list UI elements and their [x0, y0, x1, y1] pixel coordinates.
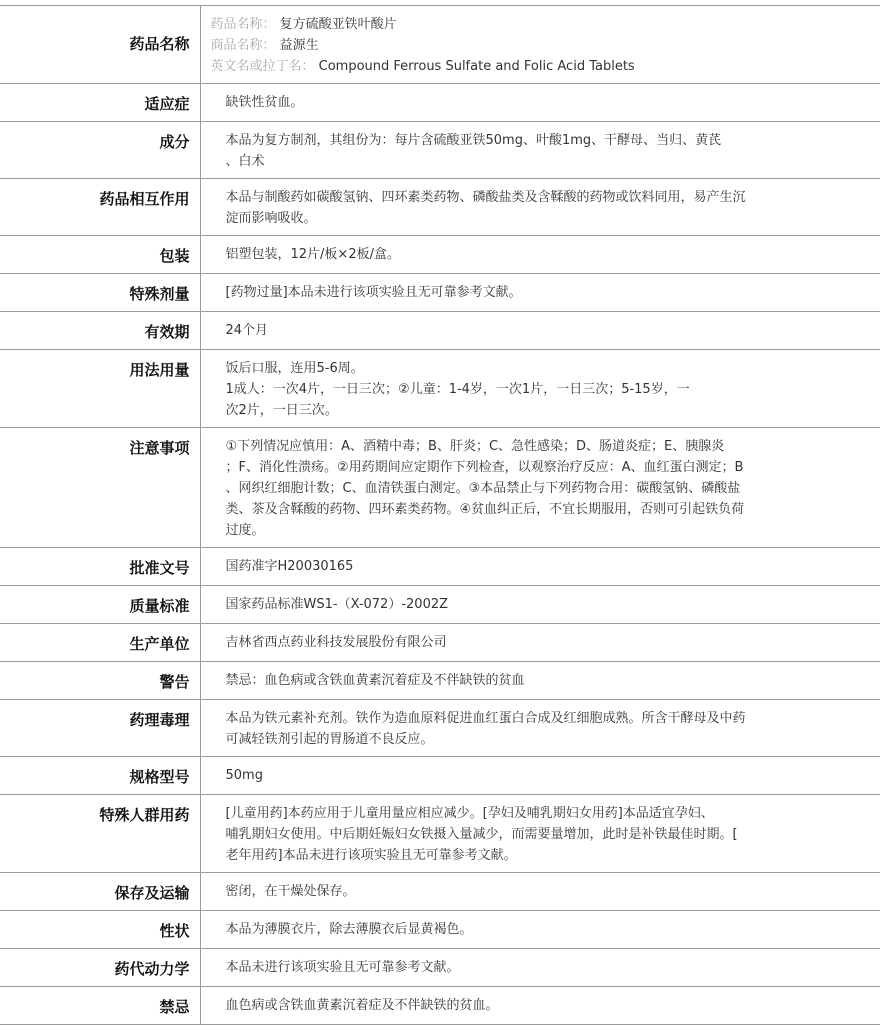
spec-row: [0, 236, 880, 274]
drug-spec-table: [0, 5, 880, 1025]
drug-spec-body: [0, 6, 880, 1025]
spec-label: 保存及运输: [0, 873, 200, 911]
spec-row: [0, 122, 880, 179]
spec-value-line: 吉林省西点药业科技发展股份有限公司: [225, 635, 447, 650]
spec-value-line: 本品为复方制剂，其组份为：每片含硫酸亚铁50mg、叶酸1mg、干酵母、当归、黄芪: [225, 133, 722, 148]
spec-label: 性状: [0, 911, 200, 949]
english-name-line: [211, 56, 861, 77]
spec-value: [200, 700, 880, 757]
spec-row: [0, 911, 880, 949]
spec-row: [0, 662, 880, 700]
spec-label: 注意事项: [0, 428, 200, 548]
spec-value-line: 禁忌：血色病或含铁血黄素沉着症及不伴缺铁的贫血: [225, 673, 525, 688]
spec-value-line: 次2片，一日三次。: [225, 403, 338, 418]
spec-value-line: [药物过量]本品未进行该项实验且无可靠参考文献。: [225, 285, 522, 300]
spec-value-line: 本品为铁元素补充剂。铁作为造血原料促进血红蛋白合成及红细胞成熟。所含干酵母及中药: [225, 711, 746, 726]
spec-value-line: 、白术: [225, 154, 265, 169]
spec-label: 特殊剂量: [0, 274, 200, 312]
spec-value: [200, 757, 880, 795]
spec-label: 包装: [0, 236, 200, 274]
spec-value: [200, 179, 880, 236]
spec-row: [0, 312, 880, 350]
spec-value: [200, 949, 880, 987]
spec-value: [200, 236, 880, 274]
spec-label: 药代动力学: [0, 949, 200, 987]
spec-value-line: 哺乳期妇女使用。中后期妊娠妇女铁摄入量减少，而需要量增加，此时是补铁最佳时期。[: [225, 827, 738, 842]
spec-value-line: 饭后口服，连用5-6周。: [225, 361, 364, 376]
spec-label: 警告: [0, 662, 200, 700]
spec-value: [200, 84, 880, 122]
spec-value-line: ①下列情况应慎用：A、酒精中毒；B、肝炎；C、急性感染；D、肠道炎症；E、胰腺炎: [225, 439, 725, 454]
spec-value-line: 可减轻铁剂引起的胃肠道不良反应。: [225, 732, 434, 747]
generic-name-value: 复方硫酸亚铁叶酸片: [279, 17, 397, 32]
spec-value: [200, 911, 880, 949]
spec-row: [0, 624, 880, 662]
spec-label: 有效期: [0, 312, 200, 350]
spec-row: [0, 700, 880, 757]
spec-value-line: 血色病或含铁血黄素沉着症及不伴缺铁的贫血。: [225, 998, 499, 1013]
spec-label: 批准文号: [0, 548, 200, 586]
spec-row: [0, 548, 880, 586]
generic-name-line: [211, 14, 861, 35]
spec-row: [0, 873, 880, 911]
spec-value-line: 过度。: [225, 523, 265, 538]
spec-value: [200, 586, 880, 624]
spec-value-line: 老年用药]本品未进行该项实验且无可靠参考文献。: [225, 848, 517, 863]
spec-value: [200, 122, 880, 179]
spec-value-line: 50mg: [225, 768, 263, 783]
spec-value-line: ；F、消化性溃疡。②用药期间应定期作下列检查，以观察治疗反应：A、血红蛋白测定；B: [225, 460, 744, 475]
spec-value-line: 本品为薄膜衣片，除去薄膜衣后显黄褐色。: [225, 922, 473, 937]
spec-row: [0, 274, 880, 312]
spec-value-line: 、网织红细胞计数；C、血清铁蛋白测定。③本品禁止与下列药物合用：碳酸氢钠、磷酸盐: [225, 481, 741, 496]
spec-label: 药品相互作用: [0, 179, 200, 236]
generic-name-key: 药品名称：: [210, 17, 276, 32]
spec-value: [200, 873, 880, 911]
spec-label: 用法用量: [0, 350, 200, 428]
spec-row: [0, 84, 880, 122]
spec-label: 禁忌: [0, 987, 200, 1025]
spec-label: 生产单位: [0, 624, 200, 662]
spec-row: [0, 428, 880, 548]
spec-row: [0, 987, 880, 1025]
spec-row: [0, 757, 880, 795]
spec-value-line: 铝塑包装，12片/板×2板/盒。: [225, 247, 400, 262]
spec-value-line: 缺铁性贫血。: [225, 95, 304, 110]
spec-value: [200, 428, 880, 548]
spec-row: [0, 949, 880, 987]
spec-label-name: 药品名称: [0, 6, 200, 84]
spec-row: [0, 586, 880, 624]
spec-value-line: 本品与制酸药如碳酸氢钠、四环素类药物、磷酸盐类及含鞣酸的药物或饮料同用，易产生沉: [225, 190, 746, 205]
spec-row: [0, 795, 880, 873]
trade-name-key: 商品名称：: [210, 38, 276, 53]
spec-value: [200, 795, 880, 873]
spec-label: 质量标准: [0, 586, 200, 624]
spec-value: [200, 350, 880, 428]
spec-value-line: 类、茶及含鞣酸的药物、四环素类药物。④贫血纠正后，不宜长期服用，否则可引起铁负荷: [225, 502, 745, 517]
spec-label: 规格型号: [0, 757, 200, 795]
spec-value: [200, 312, 880, 350]
spec-value: [200, 662, 880, 700]
spec-row-name: [0, 6, 880, 84]
spec-row: [0, 350, 880, 428]
spec-label: 药理毒理: [0, 700, 200, 757]
spec-value-line: 24个月: [225, 323, 269, 338]
spec-row: [0, 179, 880, 236]
trade-name-value: 益源生: [279, 38, 319, 53]
spec-value-name: [200, 6, 880, 84]
spec-label: 成分: [0, 122, 200, 179]
spec-value: [200, 274, 880, 312]
spec-label: 适应症: [0, 84, 200, 122]
spec-value: [200, 548, 880, 586]
spec-value-line: [儿童用药]本药应用于儿童用量应相应减少。[孕妇及哺乳期妇女用药]本品适宜孕妇、: [225, 806, 714, 821]
spec-value-line: 淀而影响吸收。: [225, 211, 317, 226]
spec-value-line: 国药准字H20030165: [225, 559, 354, 574]
spec-value-line: 密闭，在干燥处保存。: [225, 884, 356, 899]
spec-label: 特殊人群用药: [0, 795, 200, 873]
spec-value: [200, 987, 880, 1025]
english-name-value: Compound Ferrous Sulfate and Folic Acid Tablets: [318, 59, 635, 74]
english-name-key: 英文名或拉丁名：: [210, 59, 315, 74]
spec-value-line: 本品未进行该项实验且无可靠参考文献。: [225, 960, 460, 975]
spec-value-line: 1成人：一次4片，一日三次；②儿童：1-4岁，一次1片，一日三次；5-15岁，一: [225, 382, 690, 397]
spec-value: [200, 624, 880, 662]
trade-name-line: [211, 35, 861, 56]
spec-value-line: 国家药品标准WS1-（X-072）-2002Z: [225, 597, 449, 612]
